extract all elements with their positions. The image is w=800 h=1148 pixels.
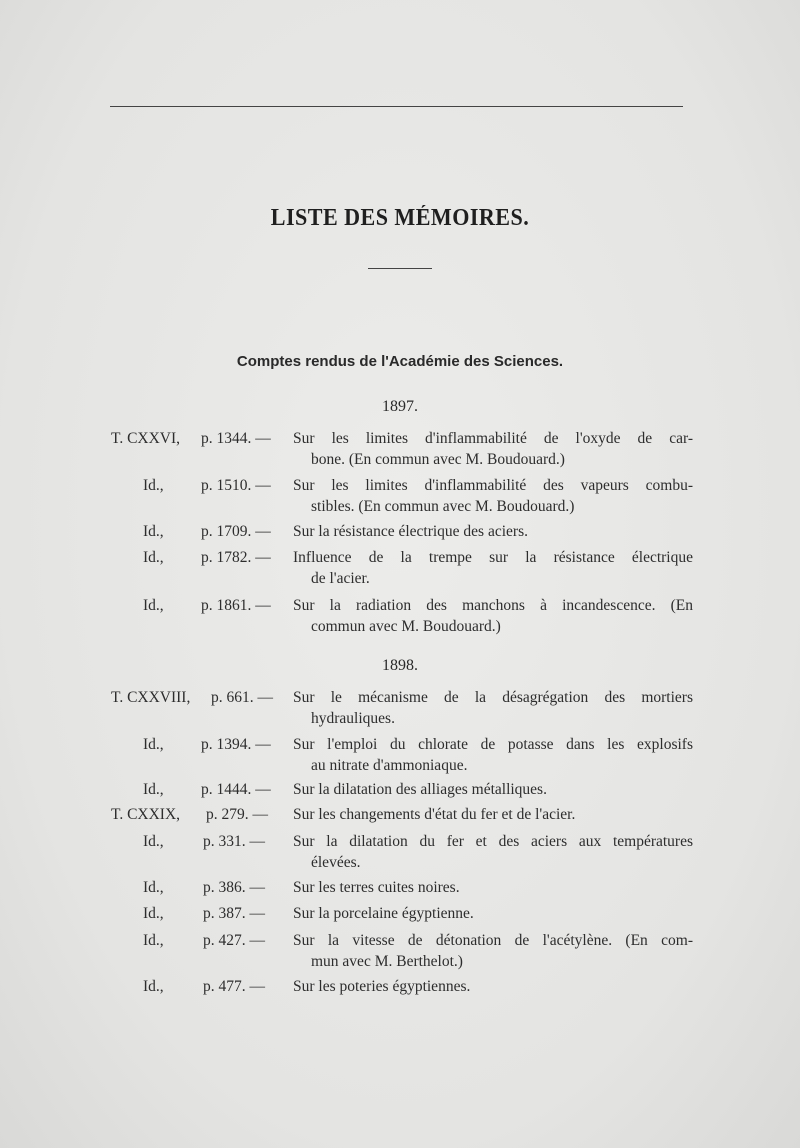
memoir-title: Sur les limites d'inflammabilité des vapeurs combu- stibles. (En commun avec M. Boudouard.) (293, 477, 693, 515)
top-rule (110, 106, 683, 107)
volume-ref: T. CXXVI, (111, 430, 181, 447)
volume-ref: Id., (143, 932, 164, 949)
memoir-title: Sur la dilatation du fer et des aciers aux températures élevées. (293, 833, 693, 871)
memoir-title: Sur la radiation des manchons à incandescence. (En commun avec M. Boudouard.) (293, 597, 693, 635)
volume-ref: Id., (143, 523, 164, 540)
volume-ref: Id., (143, 879, 164, 896)
page-ref: p. 1444. — (201, 781, 271, 798)
memoir-title: Sur les poteries égyptiennes. (293, 978, 471, 995)
memoir-title: Sur l'emploi du chlorate de potasse dans les explosifs au nitrate d'ammoniaque. (293, 736, 693, 774)
page-ref: p. 1782. — (201, 549, 271, 566)
volume-ref: Id., (143, 549, 164, 566)
page-ref: p. 386. — (203, 879, 265, 896)
volume-ref: Id., (143, 781, 164, 798)
memoir-title: Sur les terres cuites noires. (293, 879, 460, 896)
page-ref: p. 1510. — (201, 477, 271, 494)
volume-ref: T. CXXIX, (111, 806, 181, 823)
volume-ref: Id., (143, 736, 164, 753)
page-ref: p. 387. — (203, 905, 265, 922)
page-ref: p. 1344. — (201, 430, 271, 447)
page-ref: p. 477. — (203, 978, 265, 995)
memoir-title: Sur les limites d'inflammabilité de l'oxyde de car- bone. (En commun avec M. Boudouard.) (293, 430, 693, 468)
memoir-title: Sur la résistance électrique des aciers. (293, 523, 528, 540)
page-ref: p. 661. — (211, 689, 273, 706)
title-divider (368, 268, 432, 269)
volume-ref: Id., (143, 477, 164, 494)
page-ref: p. 279. — (206, 806, 268, 823)
memoir-title: Sur les changements d'état du fer et de l'acier. (293, 806, 576, 823)
page-ref: p. 1394. — (201, 736, 271, 753)
volume-ref: Id., (143, 905, 164, 922)
volume-ref: Id., (143, 978, 164, 995)
memoir-title: Influence de la trempe sur la résistance électrique de l'acier. (293, 549, 693, 587)
page-ref: p. 1709. — (201, 523, 271, 540)
page-title: LISTE DES MÉMOIRES. (270, 205, 530, 231)
volume-ref: T. CXXVIII, (111, 689, 191, 706)
year-heading: 1897. (382, 398, 418, 415)
page-ref: p. 331. — (203, 833, 265, 850)
memoir-title: Sur la dilatation des alliages métalliques. (293, 781, 547, 798)
memoir-title: Sur la vitesse de détonation de l'acétylène. (En com- mun avec M. Berthelot.) (293, 932, 693, 970)
source-heading: Comptes rendus de l'Académie des Sciences. (236, 353, 564, 370)
year-heading: 1898. (382, 657, 418, 674)
page-ref: p. 1861. — (201, 597, 271, 614)
volume-ref: Id., (143, 597, 164, 614)
page-ref: p. 427. — (203, 932, 265, 949)
memoir-title: Sur le mécanisme de la désagrégation des mortiers hydrauliques. (293, 689, 693, 727)
memoir-title: Sur la porcelaine égyptienne. (293, 905, 474, 922)
volume-ref: Id., (143, 833, 164, 850)
